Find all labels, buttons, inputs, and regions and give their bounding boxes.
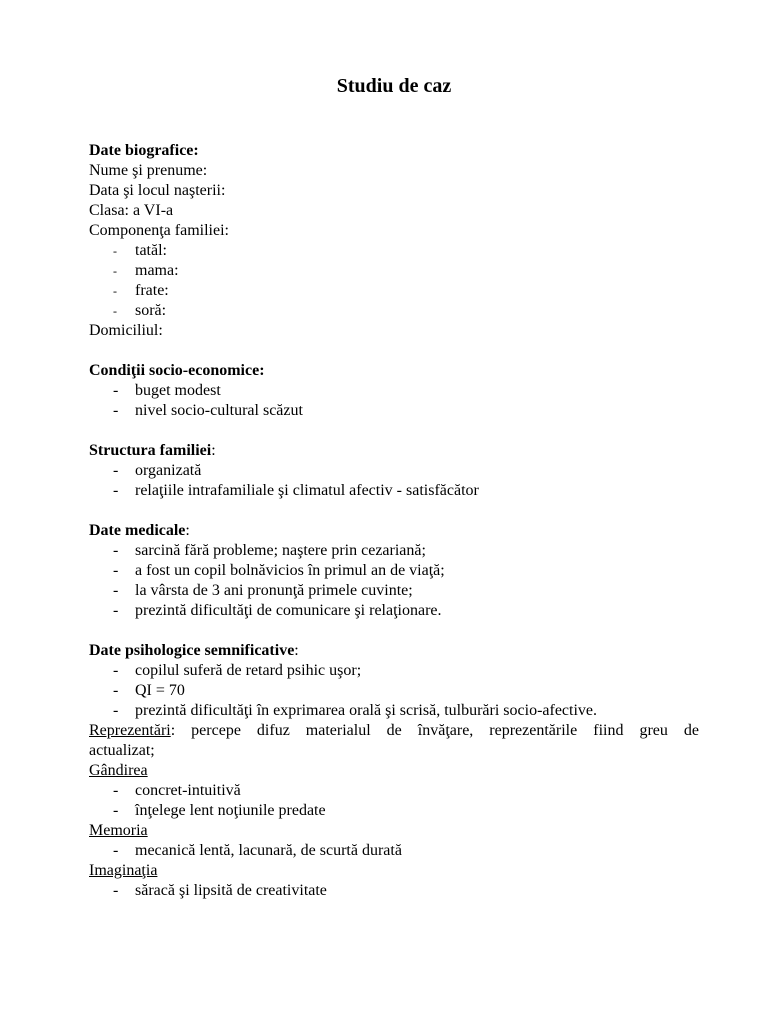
reprezentari-text: : percepe difuz materialul de învăţare, reprezentările fiind greu de — [170, 722, 699, 739]
field-domiciliul: Domiciliul: — [89, 322, 163, 339]
imaginatia-label: Imaginaţia — [89, 862, 158, 879]
bullet-dash: - — [113, 782, 119, 799]
list-item-text: concret-intuitivă — [135, 782, 241, 799]
heading-text: Structura familiei — [89, 442, 212, 459]
bullet-dash: - — [113, 284, 117, 298]
bullet-dash: - — [113, 382, 119, 399]
list-item-text: mecanică lentă, lacunară, de scurtă durată — [135, 842, 402, 859]
list-item — [89, 281, 699, 301]
list-item-text: săracă şi lipsită de creativitate — [135, 882, 327, 899]
list-item — [89, 301, 699, 321]
list-item — [89, 241, 699, 261]
spacer — [89, 621, 699, 641]
list-item-text: soră: — [135, 302, 167, 319]
memoria-label: Memoria — [89, 822, 148, 839]
heading-text: Date medicale — [89, 522, 186, 539]
section-heading-psihologice — [89, 641, 699, 661]
bullet-dash: - — [113, 702, 119, 719]
field-nume: Nume şi prenume: — [89, 162, 208, 179]
list-item-text: QI = 70 — [135, 682, 185, 699]
heading-colon: : — [185, 522, 190, 539]
spacer — [89, 501, 699, 521]
list-item-text: organizată — [135, 462, 202, 479]
spacer — [89, 341, 699, 361]
section-heading-socio: Condiţii socio-economice: — [89, 362, 265, 379]
list-item-text: nivel socio-cultural scăzut — [135, 402, 303, 419]
list-item — [89, 841, 699, 861]
bullet-dash: - — [113, 542, 119, 559]
list-item — [89, 541, 699, 561]
heading-colon: : — [211, 442, 216, 459]
list-item-text: tatăl: — [135, 242, 167, 259]
bullet-dash: - — [113, 662, 119, 679]
list-item — [89, 601, 699, 621]
bullet-dash: - — [113, 602, 119, 619]
section-heading-biografice: Date biografice: — [89, 142, 199, 159]
bullet-dash: - — [113, 244, 117, 258]
bullet-dash: - — [113, 462, 119, 479]
reprezentari-continuation: actualizat; — [89, 742, 155, 759]
field-clasa: Clasa: a VI-a — [89, 202, 174, 219]
list-item-text: sarcină fără probleme; naştere prin cezariană; — [135, 542, 426, 559]
heading-text: Date psihologice semnificative — [89, 642, 295, 659]
list-item — [89, 581, 699, 601]
bullet-dash: - — [113, 682, 119, 699]
bullet-dash: - — [113, 304, 117, 318]
document-title: Studiu de caz — [336, 75, 452, 97]
list-item — [89, 461, 699, 481]
list-item — [89, 661, 699, 681]
list-item — [89, 561, 699, 581]
bullet-dash: - — [113, 802, 119, 819]
list-item — [89, 781, 699, 801]
field-data-nasterii: Data şi locul naşterii: — [89, 182, 226, 199]
list-item — [89, 681, 699, 701]
bullet-dash: - — [113, 842, 119, 859]
gandirea-label: Gândirea — [89, 762, 148, 779]
section-heading-structura — [89, 441, 699, 461]
heading-colon: : — [294, 642, 299, 659]
list-item-text: buget modest — [135, 382, 221, 399]
bullet-dash: - — [113, 582, 119, 599]
list-item-text: mama: — [135, 262, 179, 279]
section-heading-medicale — [89, 521, 699, 541]
reprezentari-label: Reprezentări — [89, 722, 171, 739]
list-item — [89, 481, 699, 501]
bullet-dash: - — [113, 562, 119, 579]
list-item-text: prezintă dificultăţi în exprimarea orală şi scrisă, tulburări socio-afective. — [135, 702, 598, 719]
bullet-dash: - — [113, 882, 119, 899]
document-body — [89, 141, 699, 901]
bullet-dash: - — [113, 482, 119, 499]
list-item-text: relaţiile intrafamiliale şi climatul afectiv - satisfăcător — [135, 482, 479, 499]
list-item-text: copilul suferă de retard psihic uşor; — [135, 662, 362, 679]
field-componenta: Componenţa familiei: — [89, 222, 229, 239]
spacer — [89, 421, 699, 441]
list-item-text: la vârsta de 3 ani pronunţă primele cuvinte; — [135, 582, 413, 599]
list-item-text: frate: — [135, 282, 169, 299]
list-item — [89, 701, 699, 721]
bullet-dash: - — [113, 402, 119, 419]
list-item — [89, 881, 699, 901]
list-item — [89, 381, 699, 401]
bullet-dash: - — [113, 264, 117, 278]
reprezentari-paragraph — [89, 721, 699, 741]
list-item — [89, 261, 699, 281]
list-item — [89, 401, 699, 421]
list-item-text: prezintă dificultăţi de comunicare şi relaţionare. — [135, 602, 442, 619]
list-item — [89, 801, 699, 821]
list-item-text: a fost un copil bolnăvicios în primul an de viaţă; — [135, 562, 445, 579]
list-item-text: înţelege lent noţiunile predate — [135, 802, 326, 819]
